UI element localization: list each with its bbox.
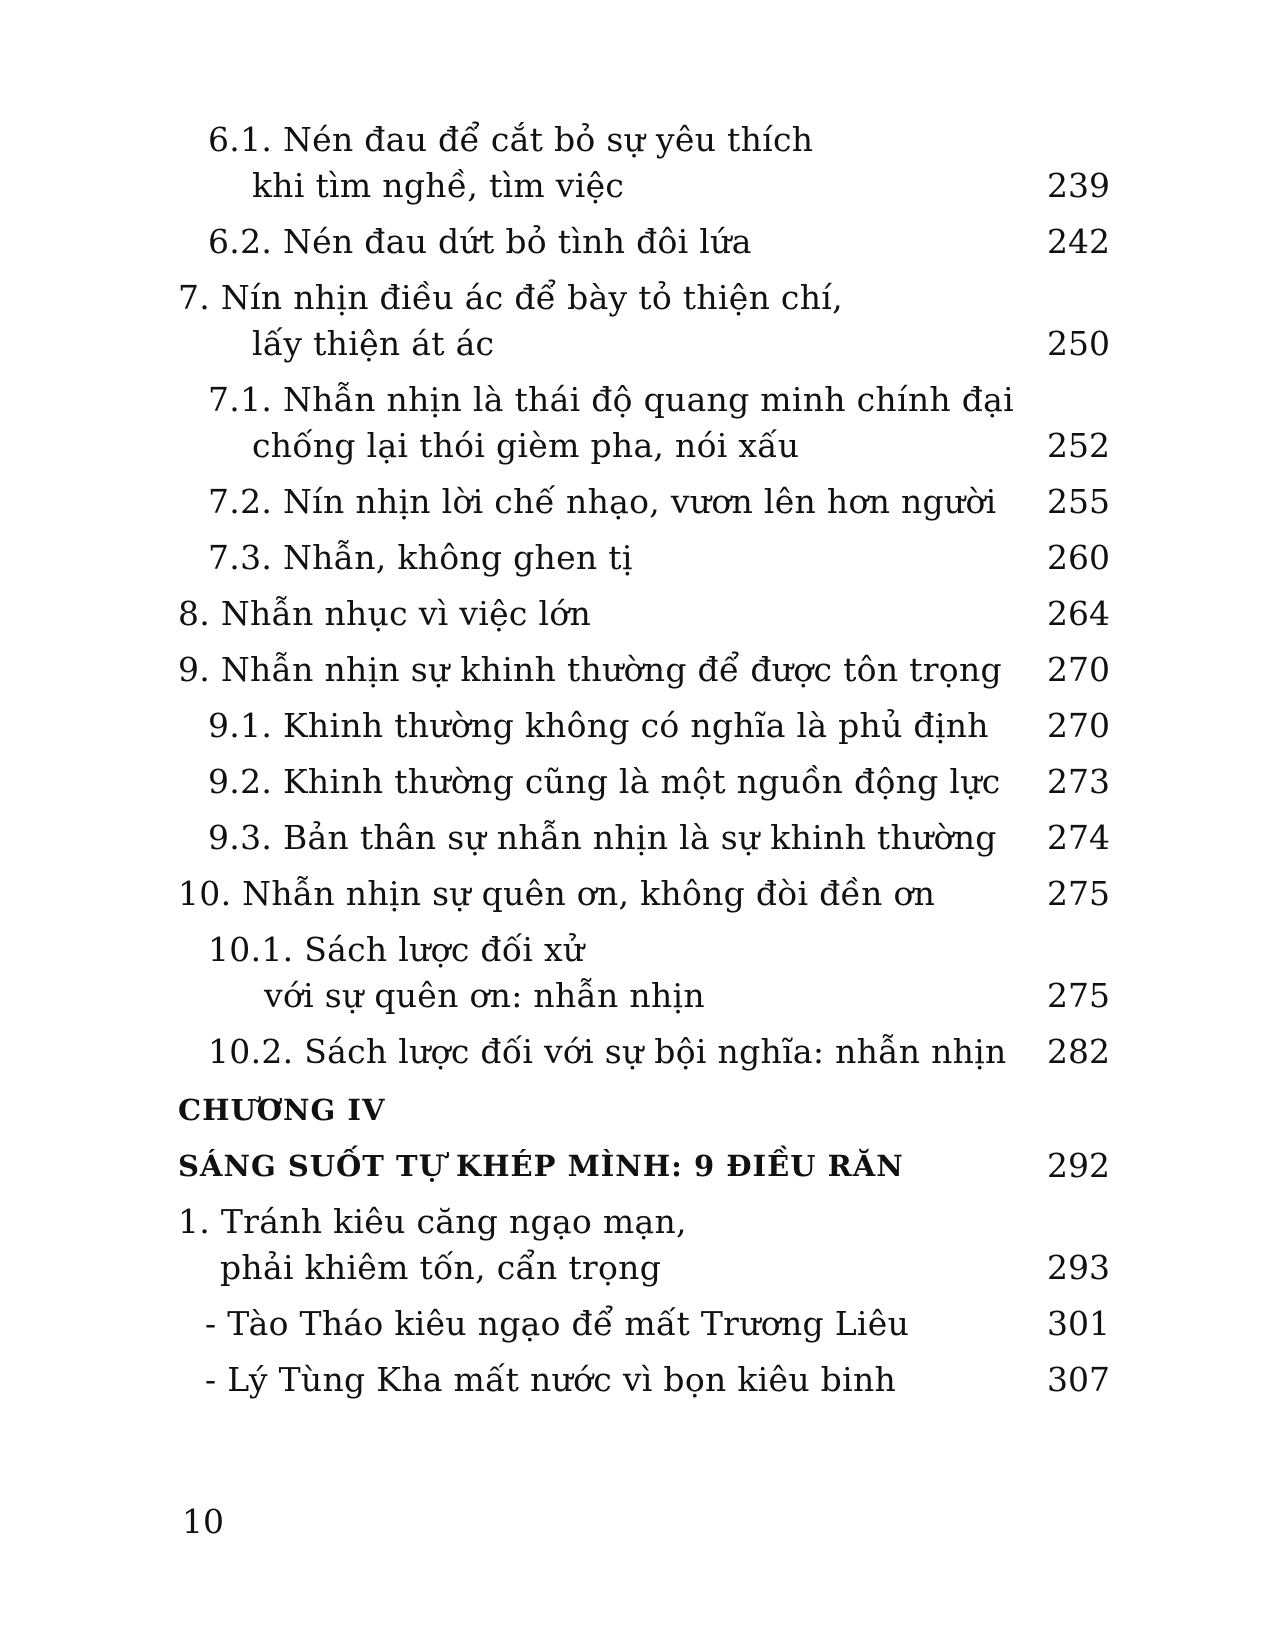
toc-entry-6-1-page: 239 [1047, 166, 1110, 205]
toc-entry-6-1-line-2: khi tìm nghề, tìm việc [252, 166, 625, 205]
toc-entry-6-1-line-1: 6.1. Nén đau để cắt bỏ sự yêu thích [208, 120, 814, 159]
toc-entry-8: 8. Nhẫn nhục vì việc lớn [178, 594, 592, 633]
toc-entry-8-page: 264 [1047, 594, 1110, 633]
toc-entry-10-2-page: 282 [1047, 1032, 1110, 1071]
toc-entry-7-3: 7.3. Nhẫn, không ghen tị [208, 538, 633, 577]
toc-subentry-tao-thao: - Tào Tháo kiêu ngạo để mất Trương Liêu [205, 1304, 910, 1343]
toc-entry-1-page: 293 [1047, 1248, 1110, 1287]
toc-entry-10-1-page: 275 [1047, 976, 1110, 1015]
toc-entry-7-page: 250 [1047, 324, 1110, 363]
toc-entry-9: 9. Nhẫn nhịn sự khinh thường để được tôn trọng [178, 650, 1002, 689]
footer-page-number: 10 [182, 1502, 224, 1541]
toc-entry-7-line-1: 7. Nín nhịn điều ác để bày tỏ thiện chí, [178, 278, 843, 317]
toc-entry-10-1-line-1: 10.1. Sách lược đối xử [208, 930, 585, 969]
toc-entry-10-1-line-2: với sự quên ơn: nhẫn nhịn [264, 976, 705, 1015]
toc-entry-9-1-page: 270 [1047, 706, 1110, 745]
toc-entry-6-2: 6.2. Nén đau dứt bỏ tình đôi lứa [208, 222, 752, 261]
toc-subentry-tao-thao-page: 301 [1047, 1304, 1110, 1343]
toc-subentry-ly-tung-kha: - Lý Tùng Kha mất nước vì bọn kiêu binh [205, 1360, 897, 1399]
toc-entry-9-page: 270 [1047, 650, 1110, 689]
toc-entry-1-line-1: 1. Tránh kiêu căng ngạo mạn, [178, 1202, 687, 1241]
toc-entry-9-3: 9.3. Bản thân sự nhẫn nhịn là sự khinh thường [208, 818, 997, 857]
toc-entry-7-line-2: lấy thiện át ác [252, 324, 495, 363]
chapter-title: SÁNG SUỐT TỰ KHÉP MÌNH: 9 ĐIỀU RĂN [178, 1149, 904, 1183]
toc-entry-7-2-page: 255 [1047, 482, 1110, 521]
toc-entry-7-3-page: 260 [1047, 538, 1110, 577]
toc-entry-7-1-line-1: 7.1. Nhẫn nhịn là thái độ quang minh chính đại [208, 380, 1014, 419]
toc-entry-1-line-2: phải khiêm tốn, cẩn trọng [220, 1248, 662, 1287]
toc-entry-10-page: 275 [1047, 874, 1110, 913]
toc-entry-7-1-page: 252 [1047, 426, 1110, 465]
toc-entry-9-2: 9.2. Khinh thường cũng là một nguồn động lực [208, 762, 1001, 801]
toc-subentry-ly-tung-kha-page: 307 [1047, 1360, 1110, 1399]
chapter-label: CHƯƠNG IV [178, 1093, 386, 1127]
toc-entry-7-2: 7.2. Nín nhịn lời chế nhạo, vươn lên hơn người [208, 482, 997, 521]
toc-entry-6-2-page: 242 [1047, 222, 1110, 261]
chapter-title-page: 292 [1047, 1146, 1110, 1185]
toc-entry-10: 10. Nhẫn nhịn sự quên ơn, không đòi đền ơn [178, 874, 936, 913]
toc-entry-10-2: 10.2. Sách lược đối với sự bội nghĩa: nhẫn nhịn [208, 1032, 1007, 1071]
toc-entry-7-1-line-2: chống lại thói gièm pha, nói xấu [252, 426, 800, 465]
toc-entry-9-1: 9.1. Khinh thường không có nghĩa là phủ định [208, 706, 989, 745]
toc-entry-9-2-page: 273 [1047, 762, 1110, 801]
toc-entry-9-3-page: 274 [1047, 818, 1110, 857]
